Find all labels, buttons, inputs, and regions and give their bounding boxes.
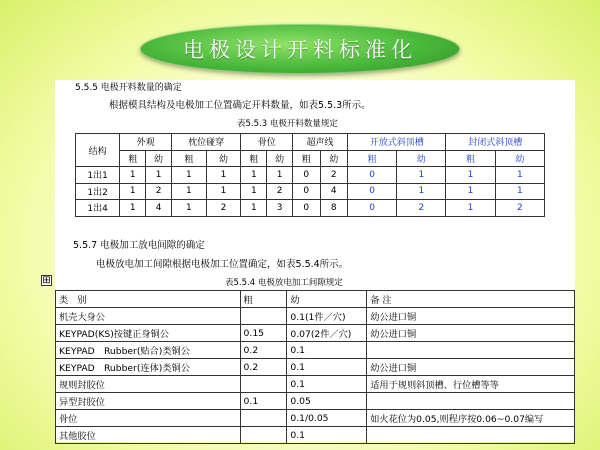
table-cell: 1 [495,183,544,200]
table-row [56,359,575,376]
table-cell [240,308,287,325]
table-cell [240,427,287,444]
table-cell: KEYPAD Rubber(贴合)类铜公 [56,342,241,359]
table-cell: 0.05 [287,393,367,410]
table-row [56,393,575,410]
table-cell: 幼公进口铜 [367,325,575,342]
table-cell: 2 [267,183,293,200]
table-cell: 1 [206,183,241,200]
table-header-cell: 开放式斜顶槽 [347,134,445,151]
title-banner [140,24,460,74]
spark-gap-table [55,290,575,444]
table-cell: 0.1 [287,427,367,444]
table-subheader-cell: 幼 [397,150,446,167]
table-cell: 其他胶位 [56,427,241,444]
table-row [56,342,575,359]
table-caption-open-quantity: 表5.5.3 电极开料数量规定 [237,119,338,129]
table-subheader-cell: 粗 [446,150,495,167]
table-cell: 0.15 [240,325,287,342]
table-row [56,308,575,325]
table-row-label: 1出4 [76,200,120,217]
table-row [76,167,545,184]
table-header-cell: 粗 [240,291,287,308]
table-cell: 2 [206,200,241,217]
table-cell: KEYPAD Rubber(连体)类铜公 [56,359,241,376]
table-cell: 2 [146,183,172,200]
table-header-cell: 枕位碰穿 [171,134,240,151]
table-move-handle-icon[interactable]: ⊞ [42,275,51,286]
table-cell: 0.1/0.05 [287,410,367,427]
section-heading-spark-gap: 5.5.7 电极加工放电间隙的确定 [73,240,205,251]
table-header-cell: 幼 [287,291,367,308]
table-cell: 4 [146,200,172,217]
table-cell: 0 [293,200,320,217]
table-cell [367,393,575,410]
table-subheader-cell: 粗 [171,150,206,167]
open-quantity-table [75,133,545,217]
table-cell: 1 [241,200,267,217]
table-cell [240,410,287,427]
table-cell: 1 [446,167,495,184]
table-cell: 0 [293,183,320,200]
table-cell: 1 [241,167,267,184]
table-cell: 0.1 [287,376,367,393]
table-cell: 1 [397,167,446,184]
table-cell: 0 [293,167,320,184]
table-cell: 0.1 [287,342,367,359]
table-row [76,200,545,217]
table-cell: 1 [171,200,206,217]
table-cell: 1 [120,167,146,184]
table-header-row [76,134,545,151]
table-cell [367,342,575,359]
table-cell: 1 [171,183,206,200]
table-cell: 0 [347,167,396,184]
document-page [42,80,575,442]
table-cell: 2 [320,167,347,184]
table-cell: 0 [347,200,396,217]
table-row [56,410,575,427]
table-header-cell: 结构 [76,134,120,167]
table-subheader-cell: 幼 [320,150,347,167]
table-cell: 1 [397,183,446,200]
table-row [56,376,575,393]
table-cell: 1 [171,167,206,184]
table-cell: 机壳大身公 [56,308,241,325]
table-header-cell: 超声线 [293,134,348,151]
section-paragraph-spark-gap: 电极放电加工间隙根据电极加工位置确定，如表5.5.4所示。 [96,259,349,270]
table-subheader-cell: 幼 [267,150,293,167]
table-cell: 2 [397,200,446,217]
table-cell: 如火花位为0.05,则程序按0.06~0.07编写 [367,410,575,427]
table-cell [240,376,287,393]
table-cell: 幼公进口铜 [367,359,575,376]
page-title: 电极设计开料标准化 [183,38,417,62]
table-cell: 0.2 [240,359,287,376]
table-cell: 0.1 [240,393,287,410]
table-subheader-cell: 粗 [293,150,320,167]
table-cell: 1 [120,200,146,217]
table-cell: 8 [320,200,347,217]
table-row [76,183,545,200]
table-row-label: 1出2 [76,183,120,200]
table-subheader-cell: 幼 [206,150,241,167]
table-subheader-cell: 粗 [120,150,146,167]
table-cell: 0.07(2件／穴) [287,325,367,342]
table-row [56,325,575,342]
table-subheader-cell: 幼 [146,150,172,167]
table-header-cell: 备 注 [367,291,575,308]
table-subheader-cell: 粗 [347,150,396,167]
table-cell: 幼公进口铜 [367,308,575,325]
table-cell: KEYPAD(KS)按键正身铜公 [56,325,241,342]
table-row-label: 1出1 [76,167,120,184]
table-cell: 4 [320,183,347,200]
table-cell: 规则封胶位 [56,376,241,393]
table-cell: 1 [495,167,544,184]
table-cell: 3 [267,200,293,217]
table-cell: 0.1 [287,359,367,376]
table-cell: 1 [120,183,146,200]
table-cell: 1 [206,167,241,184]
table-cell: 1 [146,167,172,184]
table-cell: 骨位 [56,410,241,427]
table-header-cell: 骨位 [241,134,293,151]
table-subheader-cell: 粗 [241,150,267,167]
table-cell: 1 [241,183,267,200]
table-header-cell: 封闭式斜顶槽 [446,134,545,151]
table-cell: 1 [267,167,293,184]
table-cell: 1 [446,183,495,200]
table-cell: 1 [446,200,495,217]
table-cell: 0.2 [240,342,287,359]
table-cell: 异型封胶位 [56,393,241,410]
table-cell: 0.1(1件／穴) [287,308,367,325]
table-cell: 0 [347,183,396,200]
table-subheader-cell: 幼 [495,150,544,167]
table-header-cell: 外观 [120,134,172,151]
table-subheader-row [76,150,545,167]
table-cell [367,427,575,444]
table-cell: 2 [495,200,544,217]
table-header-cell: 类 别 [56,291,241,308]
table-header-row [56,291,575,308]
table-caption-spark-gap: 表5.5.4 电极放电加工间隙规定 [225,278,343,288]
table-row [56,427,575,444]
table-cell: 适用于规则斜顶槽、行位槽等等 [367,376,575,393]
section-heading-open-quantity: 5.5.5 电极开料数量的确定 [75,83,182,93]
section-paragraph-open-quantity: 根据模具结构及电极加工位置确定开料数量，如表5.5.3所示。 [109,100,371,111]
